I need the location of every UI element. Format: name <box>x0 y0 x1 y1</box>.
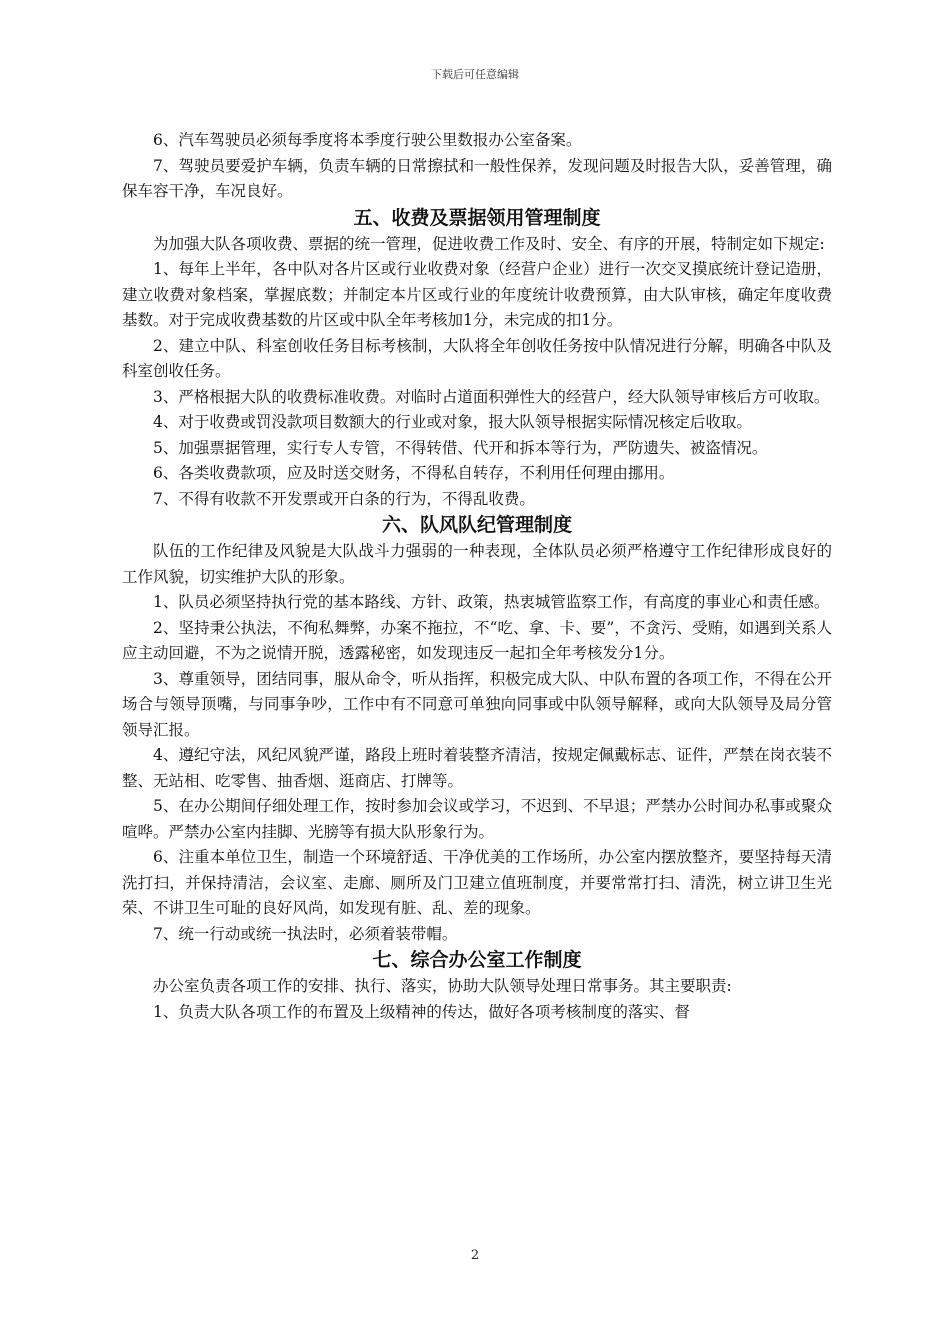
page-header: 下载后可任意编辑 <box>431 68 519 81</box>
section-heading: 七、综合办公室工作制度 <box>372 949 582 971</box>
paragraph: 4、遵纪守法，风纪风貌严谨，路段上班时着装整齐清洁，按规定佩戴标志、证件，严禁在岗衣装不整、无站相、吃零售、抽香烟、逛商店、打牌等。 <box>122 746 832 790</box>
paragraph: 6、各类收费款项，应及时送交财务，不得私自转存，不利用任何理由挪用。 <box>153 464 675 482</box>
section-heading: 六、队风队纪管理制度 <box>381 514 572 536</box>
paragraph: 5、在办公期间仔细处理工作，按时参加会议或学习，不迟到、不早退；严禁办公时间办私事或聚众喧哗。严禁办公室内挂脚、光膀等有损大队形象行为。 <box>122 797 832 841</box>
paragraph: 4、对于收费或罚没款项目数额大的行业或对象，报大队领导根据实际情况核定后收取。 <box>153 413 752 431</box>
page-number: 2 <box>470 1248 480 1263</box>
paragraph: 7、统一行动或统一执法时，必须着装带帽。 <box>153 924 458 943</box>
paragraph: 3、严格根据大队的收费标准收费。对临时占道面积弹性大的经营户，经大队领导审核后方可收取。 <box>153 387 830 406</box>
paragraph: 7、不得有收款不开发票或开白条的行为，不得乱收费。 <box>153 489 535 508</box>
paragraph: 6、汽车驾驶员必须每季度将本季度行驶公里数报办公室备案。 <box>153 131 582 149</box>
paragraph: 1、队员必须坚持执行党的基本路线、方针、政策，热衷城管监察工作，有高度的事业心和责任感。 <box>153 593 830 611</box>
paragraph: 办公室负责各项工作的安排、执行、落实，协助大队领导处理日常事务。其主要职责: <box>153 977 732 995</box>
paragraph: 7、驾驶员要爱护车辆，负责车辆的日常擦拭和一般性保养，发现问题及时报告大队，妥善管理，确保车容干净，车况良好。 <box>122 156 832 200</box>
paragraph: 2、坚持秉公执法，不徇私舞弊，办案不拖拉，不“吃、拿、卡、要”，不贪污、受贿，如遇到关系人应主动回避，不为之说情开脱，透露秘密，如发现违反一起扣全年考核发分1分。 <box>122 618 832 662</box>
paragraph: 1、每年上半年，各中队对各片区或行业收费对象（经营户企业）进行一次交叉摸底统计登记造册，建立收费对象档案，掌握底数；并制定本片区或行业的年度统计收费预算，由大队审核，确定年度收费基数。对于完成收费基数的片区或中队全年考核加1分，未完成的扣1分。 <box>122 260 832 329</box>
section-heading: 五、收费及票据领用管理制度 <box>353 206 601 229</box>
paragraph: 3、尊重领导，团结同事，服从命令，听从指挥，积极完成大队、中队布置的各项工作，不得在公开场合与领导顶嘴，与同事争吵，工作中有不同意可单独向同事或中队领导解释，或向大队领导及局分管领导汇报。 <box>122 669 832 739</box>
paragraph: 5、加强票据管理，实行专人专管，不得转借、代开和拆本等行为，严防遗失、被盗情况。 <box>153 438 768 457</box>
paragraph: 1、负责大队各项工作的布置及上级精神的传达，做好各项考核制度的落实、督 <box>153 1002 690 1021</box>
paragraph: 6、注重本单位卫生，制造一个环境舒适、干净优美的工作场所，办公室内摆放整齐，要坚持每天清洗打扫，并保持清洁，会议室、走廊、厕所及门卫建立值班制度，并要常常打扫、清洗，树立讲卫生光荣、不讲卫生可耻的良好风尚，如发现有脏、乱、差的现象。 <box>122 848 832 917</box>
paragraph: 2、建立中队、科室创收任务目标考核制，大队将全年创收任务按中队情况进行分解，明确各中队及科室创收任务。 <box>122 336 832 380</box>
paragraph: 为加强大队各项收费、票据的统一管理，促进收费工作及时、安全、有序的开展，特制定如下规定: <box>153 234 825 253</box>
paragraph: 队伍的工作纪律及风貌是大队战斗力强弱的一种表现，全体队员必须严格遵守工作纪律形成良好的工作风貌，切实维护大队的形象。 <box>122 542 832 586</box>
document-body <box>122 128 832 1025</box>
